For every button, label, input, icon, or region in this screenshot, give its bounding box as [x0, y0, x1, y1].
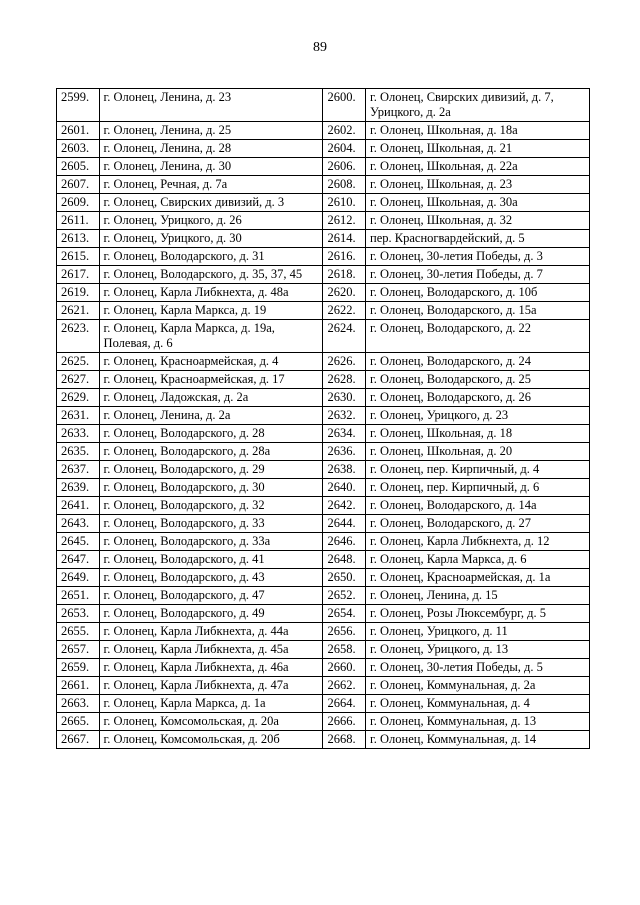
row-number: 2612.	[323, 212, 366, 230]
address-cell: г. Олонец, 30-летия Победы, д. 5	[366, 659, 590, 677]
table-row	[57, 623, 590, 641]
row-number: 2624.	[323, 320, 366, 353]
address-cell: г. Олонец, Ленина, д. 23	[99, 89, 323, 122]
row-number: 2610.	[323, 194, 366, 212]
row-number: 2634.	[323, 425, 366, 443]
row-number: 2665.	[57, 713, 100, 731]
row-number: 2628.	[323, 371, 366, 389]
table-row	[57, 479, 590, 497]
address-cell: г. Олонец, Комсомольская, д. 20б	[99, 731, 323, 749]
table-row	[57, 497, 590, 515]
address-cell: г. Олонец, Свирских дивизий, д. 3	[99, 194, 323, 212]
table-row	[57, 248, 590, 266]
table-row	[57, 677, 590, 695]
address-cell: г. Олонец, Карла Либкнехта, д. 44а	[99, 623, 323, 641]
table-row	[57, 266, 590, 284]
address-cell: г. Олонец, Коммунальная, д. 13	[366, 713, 590, 731]
address-cell: г. Олонец, Урицкого, д. 26	[99, 212, 323, 230]
table-row	[57, 371, 590, 389]
address-cell: г. Олонец, Красноармейская, д. 4	[99, 353, 323, 371]
address-cell: г. Олонец, Коммунальная, д. 14	[366, 731, 590, 749]
row-number: 2639.	[57, 479, 100, 497]
row-number: 2655.	[57, 623, 100, 641]
address-cell: г. Олонец, Володарского, д. 10б	[366, 284, 590, 302]
row-number: 2606.	[323, 158, 366, 176]
address-cell: г. Олонец, Урицкого, д. 11	[366, 623, 590, 641]
row-number: 2641.	[57, 497, 100, 515]
row-number: 2620.	[323, 284, 366, 302]
address-table	[56, 88, 590, 749]
address-cell: г. Олонец, Красноармейская, д. 17	[99, 371, 323, 389]
row-number: 2630.	[323, 389, 366, 407]
row-number: 2653.	[57, 605, 100, 623]
table-row	[57, 587, 590, 605]
row-number: 2603.	[57, 140, 100, 158]
row-number: 2642.	[323, 497, 366, 515]
row-number: 2621.	[57, 302, 100, 320]
table-row	[57, 425, 590, 443]
address-cell: г. Олонец, Володарского, д. 49	[99, 605, 323, 623]
row-number: 2661.	[57, 677, 100, 695]
address-cell: г. Олонец, Володарского, д. 33	[99, 515, 323, 533]
address-cell: г. Олонец, Комсомольская, д. 20а	[99, 713, 323, 731]
table-row	[57, 659, 590, 677]
address-cell: г. Олонец, Коммунальная, д. 2а	[366, 677, 590, 695]
row-number: 2637.	[57, 461, 100, 479]
address-cell: г. Олонец, Володарского, д. 29	[99, 461, 323, 479]
address-cell: г. Олонец, Володарского, д. 24	[366, 353, 590, 371]
table-row	[57, 731, 590, 749]
row-number: 2664.	[323, 695, 366, 713]
row-number: 2650.	[323, 569, 366, 587]
row-number: 2633.	[57, 425, 100, 443]
address-cell: г. Олонец, Карла Либкнехта, д. 45а	[99, 641, 323, 659]
row-number: 2668.	[323, 731, 366, 749]
address-cell: г. Олонец, Ленина, д. 30	[99, 158, 323, 176]
row-number: 2604.	[323, 140, 366, 158]
table-row	[57, 461, 590, 479]
row-number: 2608.	[323, 176, 366, 194]
row-number: 2652.	[323, 587, 366, 605]
row-number: 2646.	[323, 533, 366, 551]
address-cell: г. Олонец, Ленина, д. 25	[99, 122, 323, 140]
address-cell: г. Олонец, Ладожская, д. 2а	[99, 389, 323, 407]
table-row	[57, 230, 590, 248]
address-cell: г. Олонец, 30-летия Победы, д. 3	[366, 248, 590, 266]
row-number: 2600.	[323, 89, 366, 122]
address-cell: г. Олонец, Ленина, д. 28	[99, 140, 323, 158]
address-cell: г. Олонец, Володарского, д. 28а	[99, 443, 323, 461]
table-row	[57, 515, 590, 533]
address-cell: г. Олонец, Розы Люксембург, д. 5	[366, 605, 590, 623]
address-cell: г. Олонец, Володарского, д. 30	[99, 479, 323, 497]
row-number: 2614.	[323, 230, 366, 248]
row-number: 2616.	[323, 248, 366, 266]
row-number: 2643.	[57, 515, 100, 533]
page-number: 89	[313, 40, 327, 55]
address-cell: г. Олонец, Карла Маркса, д. 6	[366, 551, 590, 569]
address-cell: г. Олонец, Володарского, д. 35, 37, 45	[99, 266, 323, 284]
row-number: 2660.	[323, 659, 366, 677]
address-cell: г. Олонец, Школьная, д. 23	[366, 176, 590, 194]
address-cell: г. Олонец, Володарского, д. 31	[99, 248, 323, 266]
address-cell: г. Олонец, Карла Либкнехта, д. 12	[366, 533, 590, 551]
row-number: 2638.	[323, 461, 366, 479]
address-cell: г. Олонец, Володарского, д. 22	[366, 320, 590, 353]
address-cell: г. Олонец, 30-летия Победы, д. 7	[366, 266, 590, 284]
row-number: 2632.	[323, 407, 366, 425]
address-cell: г. Олонец, Володарского, д. 33а	[99, 533, 323, 551]
table-row	[57, 284, 590, 302]
address-cell: г. Олонец, Ленина, д. 15	[366, 587, 590, 605]
row-number: 2645.	[57, 533, 100, 551]
address-cell: г. Олонец, Карла Либкнехта, д. 48а	[99, 284, 323, 302]
address-cell: г. Олонец, Ленина, д. 2а	[99, 407, 323, 425]
row-number: 2644.	[323, 515, 366, 533]
row-number: 2666.	[323, 713, 366, 731]
row-number: 2629.	[57, 389, 100, 407]
address-cell: г. Олонец, Урицкого, д. 23	[366, 407, 590, 425]
address-cell: г. Олонец, пер. Кирпичный, д. 6	[366, 479, 590, 497]
row-number: 2654.	[323, 605, 366, 623]
address-cell: г. Олонец, Свирских дивизий, д. 7, Урицкого, д. 2а	[366, 89, 590, 122]
row-number: 2625.	[57, 353, 100, 371]
address-cell: г. Олонец, Володарского, д. 26	[366, 389, 590, 407]
row-number: 2611.	[57, 212, 100, 230]
table-row	[57, 89, 590, 122]
table-row	[57, 641, 590, 659]
table-row	[57, 569, 590, 587]
address-cell: г. Олонец, Володарского, д. 25	[366, 371, 590, 389]
table-row	[57, 122, 590, 140]
row-number: 2640.	[323, 479, 366, 497]
table-row	[57, 605, 590, 623]
address-cell: г. Олонец, Володарского, д. 28	[99, 425, 323, 443]
address-cell: г. Олонец, Карла Либкнехта, д. 47а	[99, 677, 323, 695]
row-number: 2657.	[57, 641, 100, 659]
address-cell: г. Олонец, Володарского, д. 27	[366, 515, 590, 533]
table-row	[57, 140, 590, 158]
row-number: 2649.	[57, 569, 100, 587]
row-number: 2626.	[323, 353, 366, 371]
address-cell: г. Олонец, Володарского, д. 47	[99, 587, 323, 605]
row-number: 2599.	[57, 89, 100, 122]
address-cell: г. Олонец, Володарского, д. 15а	[366, 302, 590, 320]
row-number: 2618.	[323, 266, 366, 284]
address-cell: г. Олонец, Школьная, д. 18	[366, 425, 590, 443]
address-cell: г. Олонец, Школьная, д. 32	[366, 212, 590, 230]
table-row	[57, 533, 590, 551]
address-cell: г. Олонец, пер. Кирпичный, д. 4	[366, 461, 590, 479]
address-cell: пер. Красногвардейский, д. 5	[366, 230, 590, 248]
row-number: 2667.	[57, 731, 100, 749]
row-number: 2617.	[57, 266, 100, 284]
address-cell: г. Олонец, Красноармейская, д. 1а	[366, 569, 590, 587]
row-number: 2656.	[323, 623, 366, 641]
address-cell: г. Олонец, Володарского, д. 41	[99, 551, 323, 569]
row-number: 2635.	[57, 443, 100, 461]
row-number: 2619.	[57, 284, 100, 302]
address-cell: г. Олонец, Урицкого, д. 13	[366, 641, 590, 659]
row-number: 2609.	[57, 194, 100, 212]
address-cell: г. Олонец, Карла Маркса, д. 19	[99, 302, 323, 320]
row-number: 2648.	[323, 551, 366, 569]
address-cell: г. Олонец, Школьная, д. 22а	[366, 158, 590, 176]
address-cell: г. Олонец, Речная, д. 7а	[99, 176, 323, 194]
table-row	[57, 320, 590, 353]
address-cell: г. Олонец, Володарского, д. 14а	[366, 497, 590, 515]
row-number: 2622.	[323, 302, 366, 320]
address-cell: г. Олонец, Карла Маркса, д. 19а, Полевая, д. 6	[99, 320, 323, 353]
table-row	[57, 713, 590, 731]
table-row	[57, 443, 590, 461]
row-number: 2659.	[57, 659, 100, 677]
address-cell: г. Олонец, Школьная, д. 18а	[366, 122, 590, 140]
table-row	[57, 158, 590, 176]
row-number: 2607.	[57, 176, 100, 194]
row-number: 2636.	[323, 443, 366, 461]
address-cell: г. Олонец, Карла Маркса, д. 1а	[99, 695, 323, 713]
address-cell: г. Олонец, Карла Либкнехта, д. 46а	[99, 659, 323, 677]
address-cell: г. Олонец, Школьная, д. 20	[366, 443, 590, 461]
table-row	[57, 302, 590, 320]
address-cell: г. Олонец, Школьная, д. 21	[366, 140, 590, 158]
row-number: 2658.	[323, 641, 366, 659]
address-cell: г. Олонец, Школьная, д. 30а	[366, 194, 590, 212]
address-cell: г. Олонец, Володарского, д. 43	[99, 569, 323, 587]
table-row	[57, 389, 590, 407]
row-number: 2602.	[323, 122, 366, 140]
table-row	[57, 695, 590, 713]
table-row	[57, 194, 590, 212]
row-number: 2631.	[57, 407, 100, 425]
row-number: 2613.	[57, 230, 100, 248]
table-row	[57, 353, 590, 371]
row-number: 2605.	[57, 158, 100, 176]
table-row	[57, 407, 590, 425]
row-number: 2601.	[57, 122, 100, 140]
address-cell: г. Олонец, Коммунальная, д. 4	[366, 695, 590, 713]
row-number: 2615.	[57, 248, 100, 266]
row-number: 2663.	[57, 695, 100, 713]
table-row	[57, 212, 590, 230]
table-row	[57, 176, 590, 194]
address-table-body	[57, 89, 590, 749]
row-number: 2647.	[57, 551, 100, 569]
table-row	[57, 551, 590, 569]
row-number: 2627.	[57, 371, 100, 389]
row-number: 2651.	[57, 587, 100, 605]
row-number: 2662.	[323, 677, 366, 695]
row-number: 2623.	[57, 320, 100, 353]
address-cell: г. Олонец, Урицкого, д. 30	[99, 230, 323, 248]
address-cell: г. Олонец, Володарского, д. 32	[99, 497, 323, 515]
